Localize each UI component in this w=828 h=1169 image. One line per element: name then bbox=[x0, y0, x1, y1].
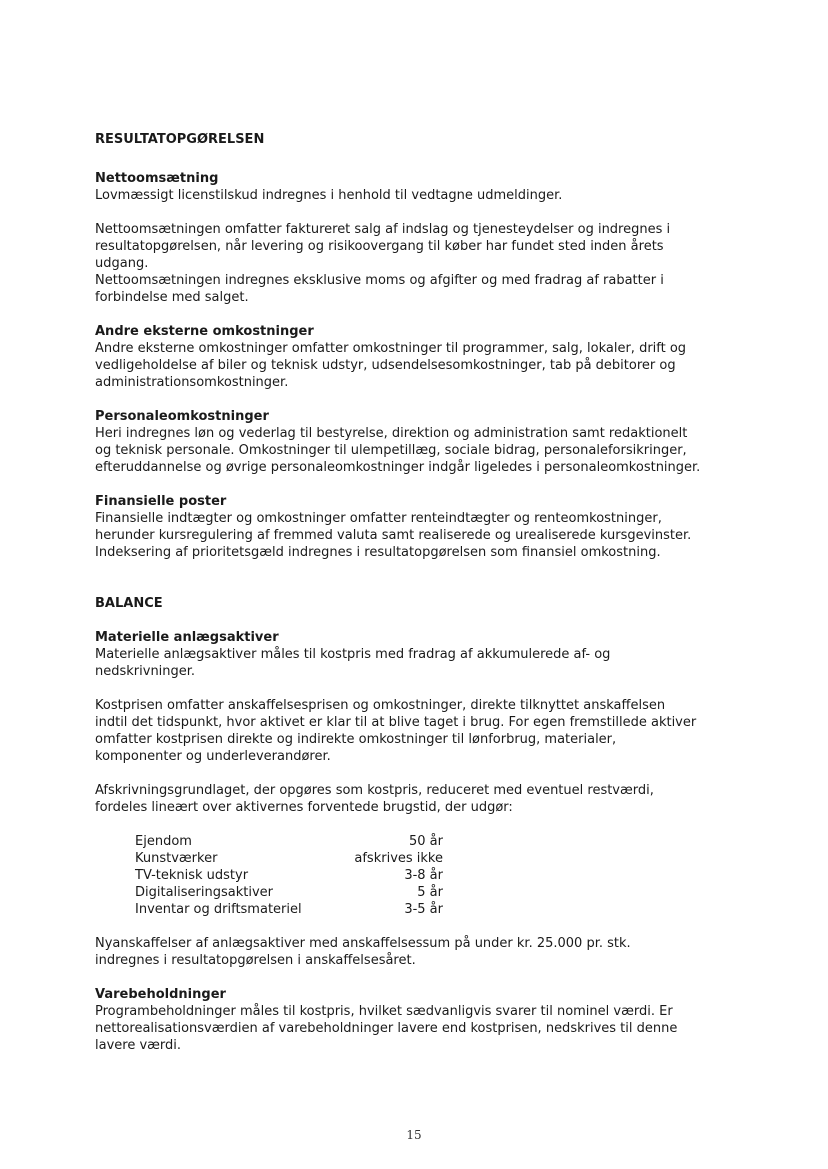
paragraph bbox=[95, 221, 735, 306]
schedule-label: Digitaliseringsaktiver bbox=[135, 885, 274, 900]
paragraph bbox=[95, 697, 735, 765]
section-heading-resultat: RESULTATOPGØRELSEN bbox=[95, 132, 265, 147]
text-line: fordeles lineært over aktivernes forventede brugstid, der udgør: bbox=[95, 800, 513, 815]
text-line: Finansielle indtægter og omkostninger omfatter renteindtægter og renteomkostninger, bbox=[95, 511, 662, 526]
text-line: Andre eksterne omkostninger omfatter omkostninger til programmer, salg, lokaler, drift og bbox=[95, 341, 687, 356]
subheading-personale: Personaleomkostninger bbox=[95, 409, 269, 424]
text-line: nedskrivninger. bbox=[95, 664, 196, 679]
subheading-materielle: Materielle anlægsaktiver bbox=[95, 630, 279, 645]
subheading-finansielle: Finansielle poster bbox=[95, 494, 227, 509]
schedule-label: Ejendom bbox=[135, 834, 192, 849]
schedule-row bbox=[135, 867, 443, 884]
text-line: efteruddannelse og øvrige personaleomkostninger indgår ligeledes i personaleomkostninger. bbox=[95, 460, 701, 475]
schedule-row bbox=[135, 850, 443, 867]
paragraph bbox=[95, 510, 735, 561]
subheading-nettoomsaetning: Nettoomsætning bbox=[95, 171, 219, 186]
schedule-label: TV-teknisk udstyr bbox=[135, 868, 249, 883]
text-line: lavere værdi. bbox=[95, 1038, 182, 1053]
text-line: omfatter kostprisen direkte og indirekte omkostninger til lønforbrug, materialer, bbox=[95, 732, 617, 747]
schedule-value: afskrives ikke bbox=[354, 851, 443, 866]
text-line: Heri indregnes løn og vederlag til bestyrelse, direktion og administration samt redaktionelt bbox=[95, 426, 688, 441]
text-line: Materielle anlægsaktiver måles til kostpris med fradrag af akkumulerede af- og bbox=[95, 647, 611, 662]
text-line: Afskrivningsgrundlaget, der opgøres som kostpris, reduceret med eventuel restværdi, bbox=[95, 783, 654, 798]
paragraph-text: Lovmæssigt licenstilskud indregnes i henhold til vedtagne udmeldinger. bbox=[95, 188, 563, 203]
schedule-value: 3-8 år bbox=[404, 868, 443, 883]
paragraph bbox=[95, 340, 735, 391]
text-line: resultatopgørelsen, når levering og risikoovergang til køber har fundet sted inden årets bbox=[95, 239, 664, 254]
text-line: Programbeholdninger måles til kostpris, hvilket sædvanligvis svarer til nominel værdi. Er bbox=[95, 1004, 673, 1019]
schedule-row bbox=[135, 833, 443, 850]
page-number: 15 bbox=[406, 1128, 422, 1142]
document-page bbox=[95, 131, 735, 1054]
paragraph bbox=[95, 646, 735, 680]
text-line: Kostprisen omfatter anskaffelsesprisen og omkostninger, direkte tilknyttet anskaffelsen bbox=[95, 698, 666, 713]
paragraph bbox=[95, 425, 735, 476]
schedule-value: 5 år bbox=[417, 885, 443, 900]
text-line: indregnes i resultatopgørelsen i anskaffelsesåret. bbox=[95, 953, 416, 968]
text-line: herunder kursregulering af fremmed valuta samt realiserede og urealiserede kursgevinster. bbox=[95, 528, 692, 543]
text-line: forbindelse med salget. bbox=[95, 290, 249, 305]
text-line: indtil det tidspunkt, hvor aktivet er klar til at blive taget i brug. For egen fremstillede aktiver bbox=[95, 715, 697, 730]
text-line: administrationsomkostninger. bbox=[95, 375, 289, 390]
schedule-label: Inventar og driftsmateriel bbox=[135, 902, 302, 917]
schedule-label: Kunstværker bbox=[135, 851, 218, 866]
subheading-andre-eksterne: Andre eksterne omkostninger bbox=[95, 324, 314, 339]
subheading-varebeholdninger: Varebeholdninger bbox=[95, 987, 226, 1002]
paragraph bbox=[95, 935, 735, 969]
section-heading-balance: BALANCE bbox=[95, 596, 163, 611]
text-line: Nettoomsætningen omfatter faktureret salg af indslag og tjenesteydelser og indregnes i bbox=[95, 222, 671, 237]
schedule-row bbox=[135, 901, 443, 918]
text-line: komponenter og underleverandører. bbox=[95, 749, 331, 764]
paragraph bbox=[95, 1003, 735, 1054]
text-line: Nyanskaffelser af anlægsaktiver med anskaffelsessum på under kr. 25.000 pr. stk. bbox=[95, 936, 631, 951]
text-line: og teknisk personale. Omkostninger til ulempetillæg, sociale bidrag, personaleforsikringer, bbox=[95, 443, 687, 458]
text-line: nettorealisationsværdien af varebeholdninger lavere end kostprisen, nedskrives til denne bbox=[95, 1021, 678, 1036]
schedule-row bbox=[135, 884, 443, 901]
paragraph bbox=[95, 782, 735, 816]
text-line: Nettoomsætningen indregnes eksklusive moms og afgifter og med fradrag af rabatter i bbox=[95, 273, 664, 288]
text-line: udgang. bbox=[95, 256, 149, 271]
schedule-value: 50 år bbox=[409, 834, 443, 849]
text-line: vedligeholdelse af biler og teknisk udstyr, udsendelsesomkostninger, tab på debitorer og bbox=[95, 358, 676, 373]
depreciation-schedule bbox=[135, 833, 443, 918]
text-line: Indeksering af prioritetsgæld indregnes i resultatopgørelsen som finansiel omkostning. bbox=[95, 545, 661, 560]
schedule-value: 3-5 år bbox=[404, 902, 443, 917]
